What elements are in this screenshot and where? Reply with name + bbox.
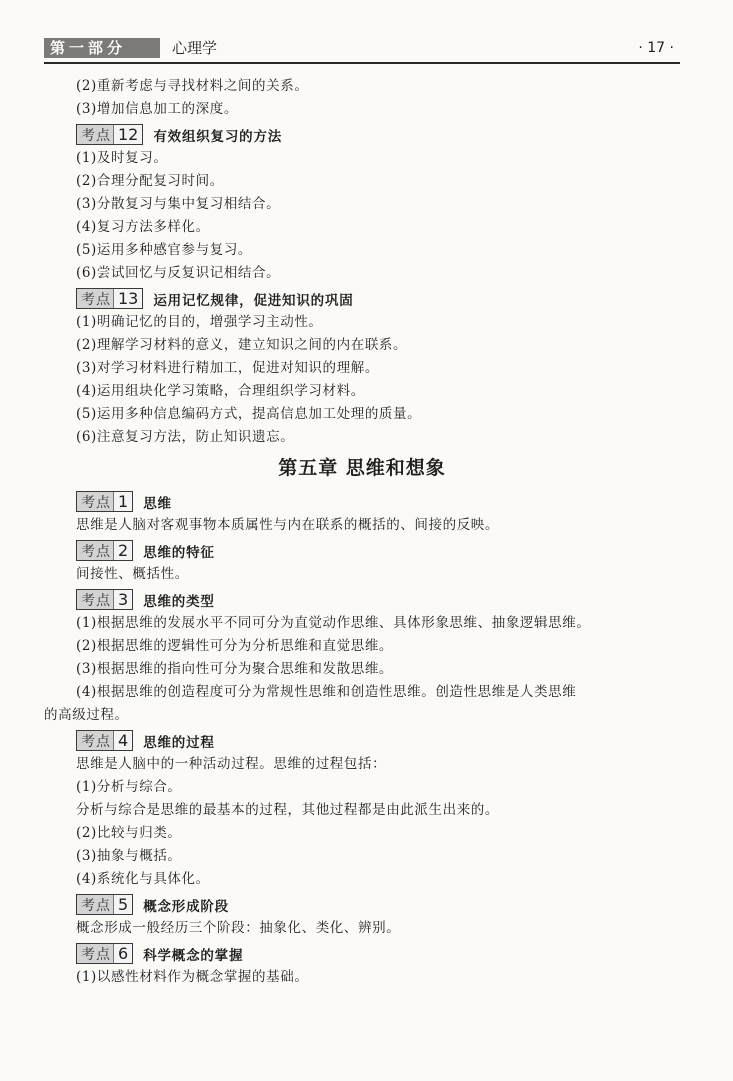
paragraph-line: 的高级过程。	[44, 707, 129, 723]
list-item: (4)根据思维的创造程度可分为常规性思维和创造性思维。创造性思维是人类思维	[76, 684, 577, 700]
list-item: (2)重新考虑与寻找材料之间的关系。	[76, 78, 309, 94]
exam-point-badge	[76, 540, 133, 561]
exam-point-heading	[76, 489, 680, 514]
exam-point-title: 运用记忆规律，促进知识的巩固	[153, 292, 354, 309]
exam-point-label: 考点	[81, 733, 111, 750]
exam-point-heading	[76, 587, 680, 612]
page-body	[44, 75, 680, 989]
list-item: (3)对学习材料进行精加工，促进对知识的理解。	[76, 360, 379, 376]
exam-point-label: 考点	[81, 543, 111, 560]
exam-point-title: 思维	[143, 495, 172, 512]
exam-point-label: 考点	[81, 291, 111, 308]
list-item: (2)理解学习材料的意义，建立知识之间的内在联系。	[76, 337, 408, 353]
list-item: (4)系统化与具体化。	[76, 871, 210, 887]
list-item: (4)复习方法多样化。	[76, 219, 210, 235]
exam-point-badge	[76, 124, 143, 145]
exam-point-number: 6	[113, 944, 132, 963]
list-item: (3)根据思维的指向性可分为聚合思维和发散思维。	[76, 661, 394, 677]
exam-point-number: 5	[113, 895, 132, 914]
list-item: (3)增加信息加工的深度。	[76, 101, 238, 117]
list-item: (6)注意复习方法，防止知识遗忘。	[76, 429, 295, 445]
section-title: 心理学	[172, 39, 218, 57]
exam-point-number: 1	[113, 492, 132, 511]
section-tag: 第一部分	[44, 38, 160, 58]
list-item: (2)根据思维的逻辑性可分为分析思维和直觉思维。	[76, 638, 394, 654]
list-item: (3)抽象与概括。	[76, 848, 182, 864]
exam-point-number: 4	[113, 731, 132, 750]
exam-point-label: 考点	[81, 946, 111, 963]
list-item: (1)以感性材料作为概念掌握的基础。	[76, 969, 309, 985]
exam-point-badge	[76, 589, 133, 610]
exam-point-badge	[76, 730, 133, 751]
exam-point-label: 考点	[81, 897, 111, 914]
exam-point-title: 思维的过程	[143, 734, 215, 751]
chapter-title: 第五章 思维和想象	[278, 457, 446, 479]
exam-point-heading	[76, 286, 680, 311]
paragraph-line: 间接性、概括性。	[76, 566, 189, 582]
list-item: (6)尝试回忆与反复识记相结合。	[76, 265, 281, 281]
exam-point-heading	[76, 122, 680, 147]
list-item: (2)合理分配复习时间。	[76, 173, 224, 189]
exam-point-label: 考点	[81, 127, 111, 144]
list-item: (1)明确记忆的目的，增强学习主动性。	[76, 314, 323, 330]
list-item: (2)比较与归类。	[76, 825, 182, 841]
paragraph-line: 分析与综合是思维的最基本的过程，其他过程都是由此派生出来的。	[76, 802, 499, 818]
exam-point-heading	[76, 538, 680, 563]
exam-point-number: 2	[113, 541, 132, 560]
list-item: (1)根据思维的发展水平不同可分为直觉动作思维、具体形象思维、抽象逻辑思维。	[76, 615, 591, 631]
exam-point-badge	[76, 894, 133, 915]
list-item: (4)运用组块化学习策略，合理组织学习材料。	[76, 383, 365, 399]
exam-point-title: 思维的类型	[143, 593, 215, 610]
exam-point-badge	[76, 943, 133, 964]
list-item: (5)运用多种感官参与复习。	[76, 242, 253, 258]
exam-point-heading	[76, 941, 680, 966]
paragraph-line: 思维是人脑对客观事物本质属性与内在联系的概括的、间接的反映。	[76, 517, 499, 533]
exam-point-number: 12	[113, 125, 142, 144]
exam-point-title: 概念形成阶段	[143, 898, 229, 915]
page-number: · 17 ·	[638, 40, 674, 56]
paragraph-line: 概念形成一般经历三个阶段：抽象化、类化、辨别。	[76, 920, 401, 936]
list-item: (1)及时复习。	[76, 150, 168, 166]
paragraph-line: 思维是人脑中的一种活动过程。思维的过程包括：	[76, 756, 387, 772]
exam-point-number: 3	[113, 590, 132, 609]
exam-point-title: 科学概念的掌握	[143, 947, 244, 964]
exam-point-number: 13	[113, 289, 142, 308]
list-item: (1)分析与综合。	[76, 779, 182, 795]
exam-point-title: 思维的特征	[143, 544, 215, 561]
exam-point-label: 考点	[81, 494, 111, 511]
page-header	[44, 36, 680, 64]
exam-point-label: 考点	[81, 592, 111, 609]
exam-point-badge	[76, 288, 143, 309]
list-item: (3)分散复习与集中复习相结合。	[76, 196, 281, 212]
exam-point-heading	[76, 728, 680, 753]
exam-point-title: 有效组织复习的方法	[153, 128, 283, 145]
exam-point-badge	[76, 491, 133, 512]
exam-point-heading	[76, 892, 680, 917]
list-item: (5)运用多种信息编码方式，提高信息加工处理的质量。	[76, 406, 422, 422]
